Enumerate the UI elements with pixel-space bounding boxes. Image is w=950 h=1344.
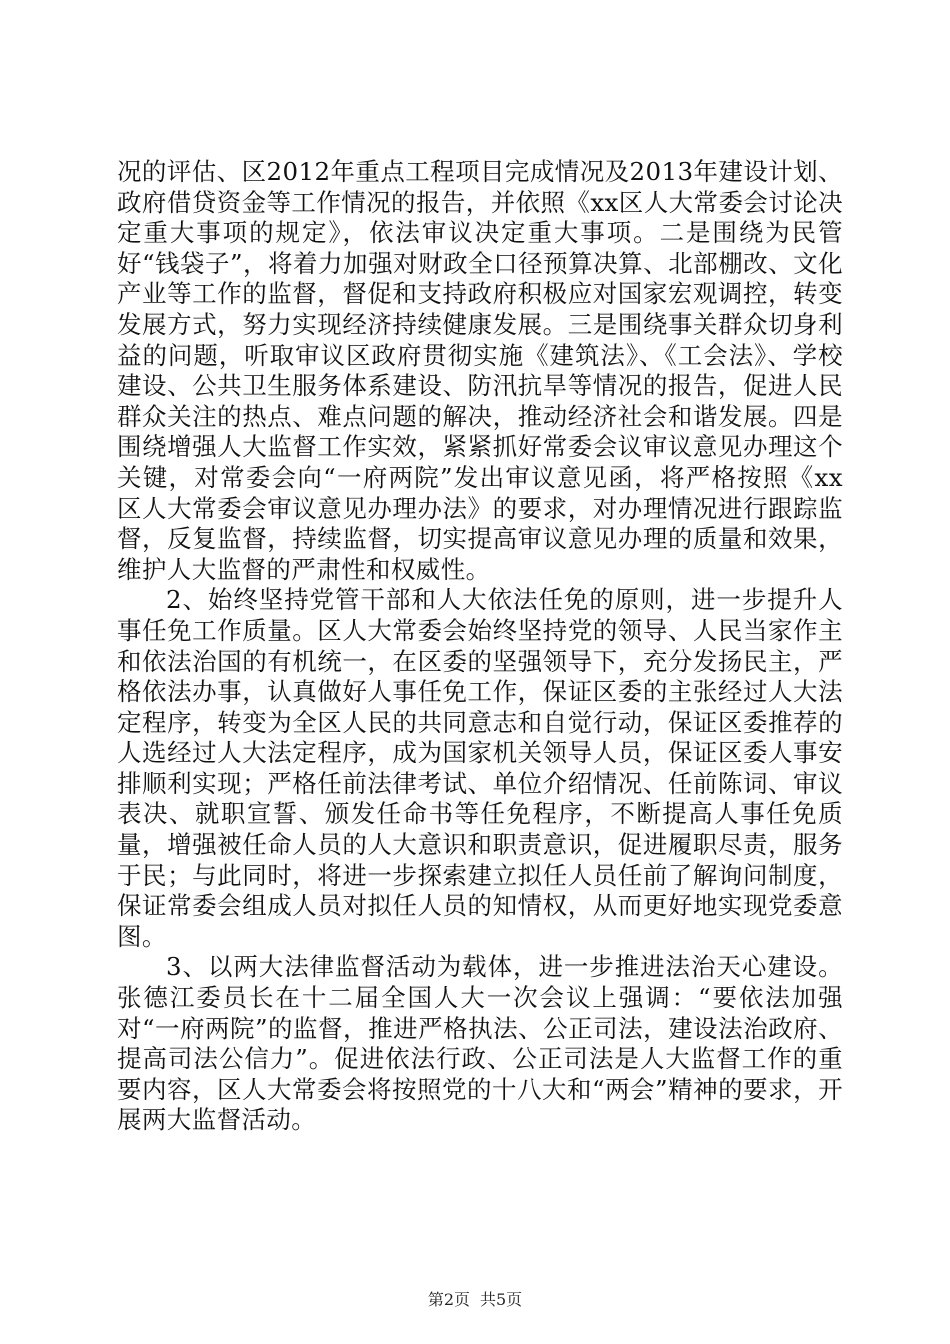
document-body [117,157,843,1136]
page-number-current: 第2页 [427,1290,470,1309]
page-number-total: 共5页 [480,1290,523,1309]
paragraph-continuation: 况的评估、区2012年重点工程项目完成情况及2013年建设计划、政府借贷资金等工作情况的报告，并依照《xx区人大常委会讨论决定重大事项的规定》，依法审议决定重大事项。二是围绕为民管好“钱袋子”，将着力加强对财政全口径预算决算、北部棚改、文化产业等工作的监督，督促和支持政府积极应对国家宏观调控，转变发展方式，努力实现经济持续健康发展。三是围绕事关群众切身利益的问题，听取审议区政府贯彻实施《建筑法》、《工会法》、学校建设、公共卫生服务体系建设、防汛抗旱等情况的报告，促进人民群众关注的热点、难点问题的解决，推动经济社会和谐发展。四是围绕增强人大监督工作实效，紧紧抓好常委会议审议意见办理这个关键，对常委会向“一府两院”发出审议意见函，将严格按照《xx区人大常委会审议意见办理办法》的要求，对办理情况进行跟踪监督，反复监督，持续监督，切实提高审议意见办理的质量和效果，维护人大监督的严肃性和权威性。 [117,157,843,584]
paragraph-legal-supervision: 3、以两大法律监督活动为载体，进一步推进法治天心建设。张德江委员长在十二届全国人大一次会议上强调：“要依法加强对“一府两院”的监督，推进严格执法、公正司法，建设法治政府、提高司法公信力”。促进依法行政、公正司法是人大监督工作的重要内容，区人大常委会将按照党的十八大和“两会”精神的要求，开展两大监督活动。 [117,952,843,1135]
paragraph-personnel-appointment: 2、始终坚持党管干部和人大依法任免的原则，进一步提升人事任免工作质量。区人大常委会始终坚持党的领导、人民当家作主和依法治国的有机统一，在区委的坚强领导下，充分发扬民主，严格依法办事，认真做好人事任免工作，保证区委的主张经过人大法定程序，转变为全区人民的共同意志和自觉行动，保证区委推荐的人选经过人大法定程序，成为国家机关领导人员，保证区委人事安排顺利实现；严格任前法律考试、单位介绍情况、任前陈词、审议表决、就职宣誓、颁发任命书等任免程序，不断提高人事任免质量，增强被任命人员的人大意识和职责意识，促进履职尽责，服务于民；与此同时，将进一步探索建立拟任人员任前了解询问制度，保证常委会组成人员对拟任人员的知情权，从而更好地实现党委意图。 [117,585,843,951]
page-footer [0,1287,950,1310]
